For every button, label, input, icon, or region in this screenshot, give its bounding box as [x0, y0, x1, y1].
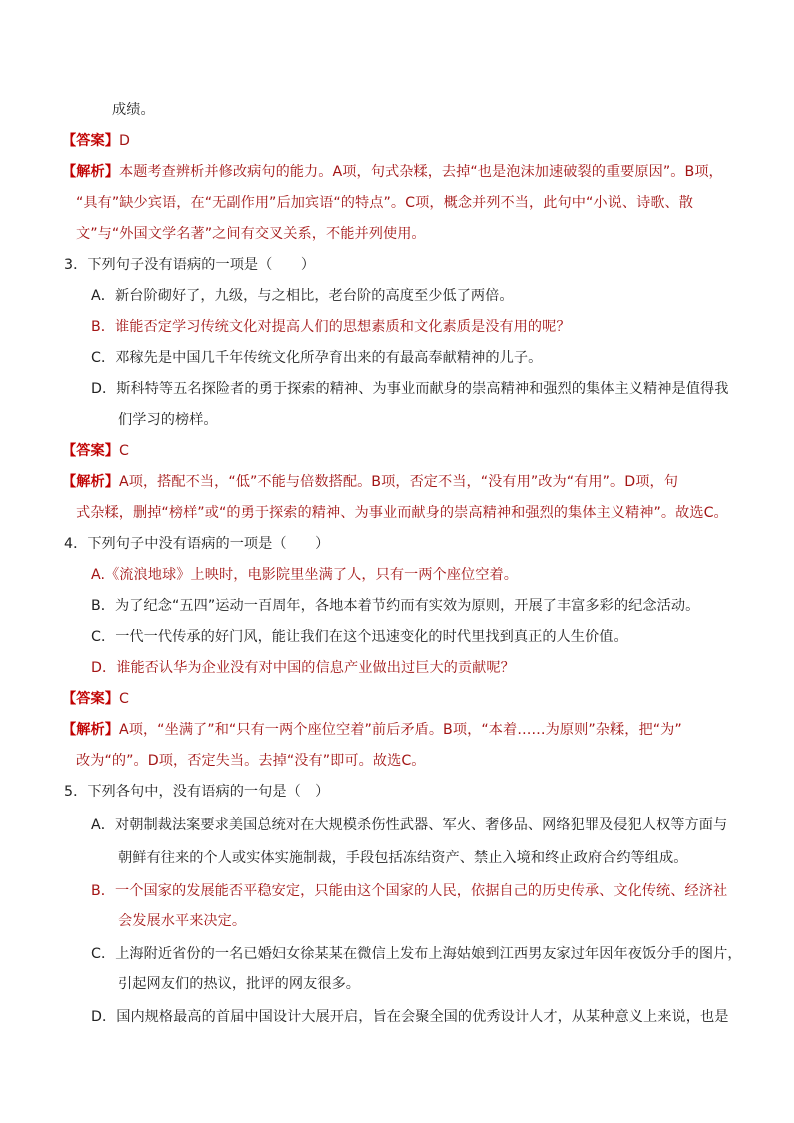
analysis-line: 改为“的”。D项，否定失当。去掉“没有”即可。故选C。 [76, 753, 426, 769]
answer-tag: 【答案】 [62, 691, 119, 707]
option-d: D．国内规格最高的首届中国设计大展开启，旨在会聚全国的优秀设计人才，从某种意义上来说，也是 [91, 1009, 729, 1025]
question-stem: 5．下列各句中，没有语病的一句是（ ） [64, 784, 330, 800]
answer-value: D [118, 133, 130, 149]
option-b-continued: 会发展水平来决定。 [118, 913, 247, 929]
answer-line [62, 131, 130, 151]
question-stem: 4．下列句子中没有语病的一项是（ ） [64, 536, 330, 552]
analysis-text: A项，搭配不当，“低”不能与倍数搭配。B项，否定不当，“没有用”改为“有用”。D项，句 [118, 474, 678, 490]
option-c: C．一代一代传承的好门风，能让我们在这个迅速变化的时代里找到真正的人生价值。 [91, 629, 628, 645]
option-b: B．谁能否定学习传统文化对提高人们的思想素质和文化素质是没有用的呢？ [91, 319, 571, 335]
text-line: 成绩。 [112, 102, 155, 118]
answer-tag: 【答案】 [62, 133, 119, 149]
analysis-tag: 【解析】 [62, 164, 119, 180]
option-b: B．为了纪念“五四”运动一百周年，各地本着节约而有实效为原则，开展了丰富多彩的纪念活动。 [91, 598, 700, 614]
answer-line [62, 689, 129, 709]
option-d: D．斯科特等五名探险者的勇于探索的精神、为事业而献身的崇高精神和强烈的集体主义精神是值得我 [91, 381, 729, 397]
option-a-continued: 朝鲜有往来的个人或实体实施制裁，手段包括冻结资产、禁止入境和终止政府合约等组成。 [118, 850, 688, 866]
option-a: A．对朝制裁法案要求美国总统对在大规模杀伤性武器、军火、奢侈品、网络犯罪及侵犯人权等方面与 [91, 817, 728, 833]
option-c: C．邓稼先是中国几千年传统文化所孕育出来的有最高奉献精神的儿子。 [91, 350, 543, 366]
analysis-line [62, 472, 678, 492]
question-stem: 3．下列句子没有语病的一项是（ ） [64, 257, 316, 273]
analysis-line: 式杂糅，删掉“榜样”或“的勇于探索的精神、为事业而献身的崇高精神和强烈的集体主义精神”。故选C。 [76, 505, 728, 521]
answer-tag: 【答案】 [62, 443, 119, 459]
option-d-continued: 们学习的榜样。 [118, 412, 218, 428]
option-b: B．一个国家的发展能否平稳安定，只能由这个国家的人民，依据自己的历史传承、文化传统、经济社 [91, 883, 728, 899]
answer-value: C [118, 443, 129, 459]
analysis-text: 本题考查辨析并修改病句的能力。A项，句式杂糅，去掉“也是泡沫加速破裂的重要原因”。B项， [118, 164, 723, 180]
option-c: C．上海附近省份的一名已婚妇女徐某某在微信上发布上海姑娘到江西男友家过年因年夜饭分手的图片， [91, 946, 742, 962]
analysis-line [62, 720, 682, 740]
analysis-line: “具有”缺少宾语，在“无副作用”后加宾语“的特点”。C项，概念并列不当，此句中“小说、诗歌、散 [76, 195, 694, 211]
analysis-line [62, 162, 723, 182]
answer-value: C [118, 691, 129, 707]
option-d: D．谁能否认华为企业没有对中国的信息产业做出过巨大的贡献呢？ [91, 660, 515, 676]
analysis-line: 文”与“外国文学名著”之间有交叉关系，不能并列使用。 [76, 226, 426, 242]
analysis-tag: 【解析】 [62, 474, 119, 490]
answer-line [62, 441, 129, 461]
option-a: A．新台阶砌好了，九级，与之相比，老台阶的高度至少低了两倍。 [91, 288, 514, 304]
analysis-text: A项，“坐满了”和“只有一两个座位空着”前后矛盾。B项，“本着……为原则”杂糅，把“为” [118, 722, 682, 738]
option-c-continued: 引起网友们的热议，批评的网友很多。 [118, 976, 361, 992]
analysis-tag: 【解析】 [62, 722, 119, 738]
option-a: A.《流浪地球》上映时，电影院里坐满了人，只有一两个座位空着。 [91, 567, 518, 583]
